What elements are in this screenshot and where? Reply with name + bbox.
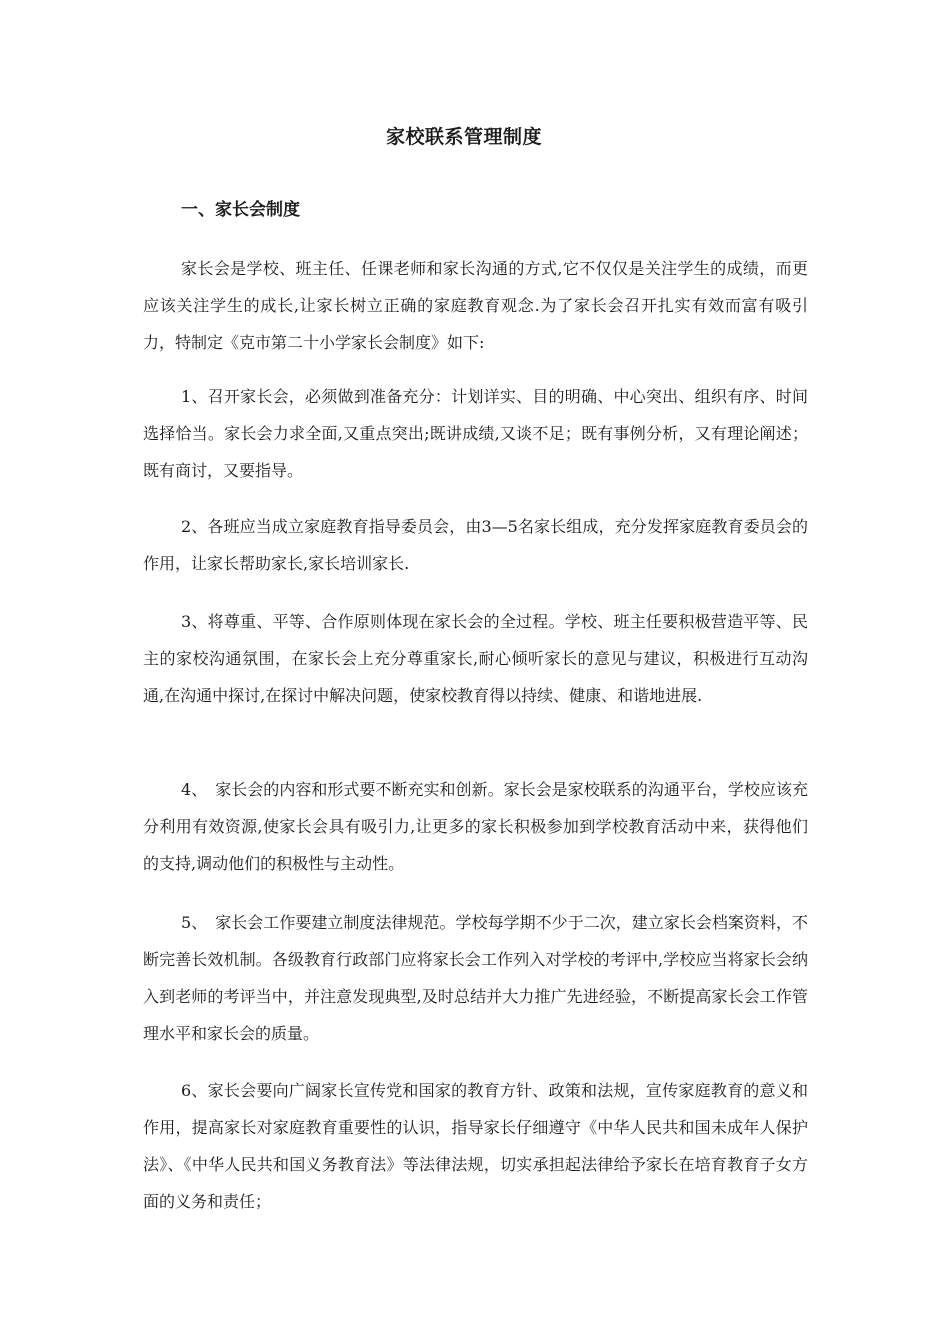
paragraph-item-1: 1、召开家长会，必须做到准备充分：计划详实、目的明确、中心突出、组织有序、时间选择恰当。家长会力求全面,又重点突出;既讲成绩,又谈不足；既有事例分析，又有理论阐述；既有商讨，又要指导。 [143, 387, 808, 480]
paragraph-item-6: 6、家长会要向广阔家长宣传党和国家的教育方针、政策和法规，宣传家庭教育的意义和作用，提高家长对家庭教育重要性的认识，指导家长仔细遵守《中华人民共和国未成年人保护法》、《中华人民共和国义务教育法》等法律法规，切实承担起法律给予家长在培育教育子女方面的义务和责任； [143, 1081, 808, 1211]
paragraph-item-3: 3、将尊重、平等、合作原则体现在家长会的全过程。学校、班主任要积极营造平等、民主的家校沟通氛围，在家长会上充分尊重家长,耐心倾听家长的意见与建议，积极进行互动沟通,在沟通中探讨,在探讨中解决问题，使家校教育得以持续、健康、和谐地进展. [143, 612, 808, 705]
paragraph-intro: 家长会是学校、班主任、任课老师和家长沟通的方式,它不仅仅是关注学生的成绩，而更应该关注学生的成长,让家长树立正确的家庭教育观念.为了家长会召开扎实有效而富有吸引力，特制定《克市第二十小学家长会制度》如下: [143, 259, 808, 352]
section-heading: 一、家长会制度 [181, 200, 300, 220]
paragraph-item-5: 5、 家长会工作要建立制度法律规范。学校每学期不少于二次，建立家长会档案资料，不断完善长效机制。各级教育行政部门应将家长会工作列入对学校的考评中,学校应当将家长会纳入到老师的考评当中，并注意发现典型,及时总结并大力推广先进经验，不断提高家长会工作管理水平和家长会的质量。 [143, 913, 808, 1043]
paragraph-item-4: 4、 家长会的内容和形式要不断充实和创新。家长会是家校联系的沟通平台，学校应该充分利用有效资源,使家长会具有吸引力,让更多的家长积极参加到学校教育活动中来，获得他们的支持,调动他们的积极性与主动性。 [143, 780, 808, 873]
paragraph-item-2: 2、各班应当成立家庭教育指导委员会，由3—5名家长组成，充分发挥家庭教育委员会的作用，让家长帮助家长,家长培训家长. [143, 517, 808, 573]
document-title: 家校联系管理制度 [385, 126, 542, 148]
